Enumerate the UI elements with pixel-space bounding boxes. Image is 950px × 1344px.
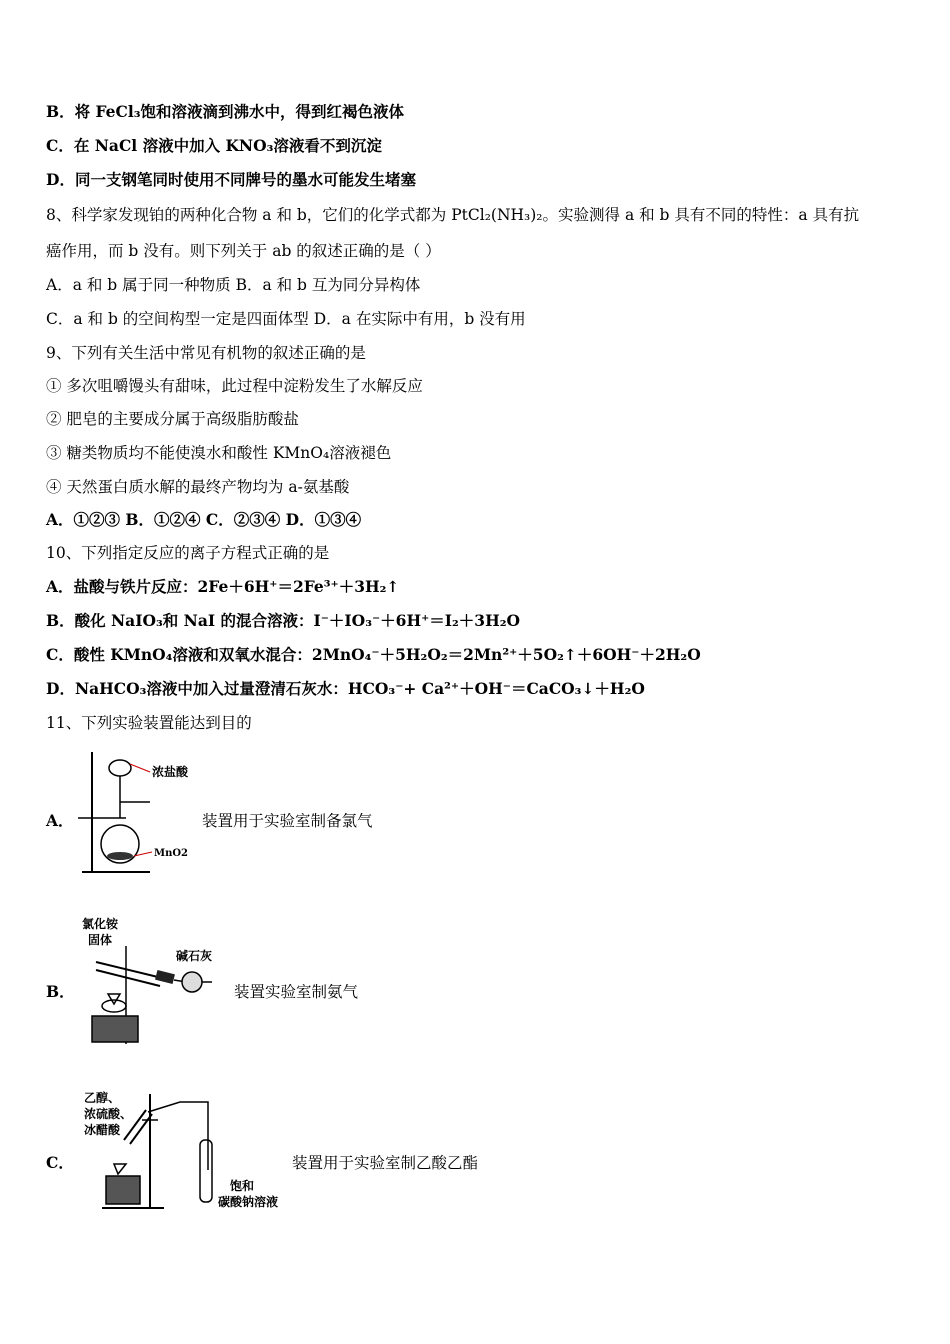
- figure-c-caption: 装置用于实验室制乙酸乙酯: [292, 1154, 479, 1172]
- question-8-options-ab: A．a 和 b 属于同一种物质 B．a 和 b 互为同分异构体: [46, 276, 421, 294]
- figure-c-label-right-1: 饱和: [230, 1179, 255, 1193]
- question-9-item-4: ④ 天然蛋白质水解的最终产物均为 a-氨基酸: [46, 478, 350, 496]
- question-9-item-3: ③ 糖类物质均不能使溴水和酸性 KMnO₄溶液褪色: [46, 444, 392, 462]
- figure-b-label-top-1: 氯化铵: [82, 917, 119, 931]
- question-10-option-c: C．酸性 KMnO₄溶液和双氧水混合：2MnO₄⁻＋5H₂O₂＝2Mn²⁺＋5O₂↑＋6OH⁻＋2H₂O: [46, 645, 701, 664]
- figure-c-label-left-2: 浓硫酸、: [84, 1107, 133, 1121]
- figure-a-caption: 装置用于实验室制备氯气: [202, 812, 373, 830]
- chlorine-apparatus-figure: [78, 748, 198, 880]
- question-9-stem: 9、下列有关生活中常见有机物的叙述正确的是: [46, 344, 366, 362]
- question-8-options-cd: C．a 和 b 的空间构型一定是四面体型 D．a 在实际中有用，b 没有用: [46, 310, 526, 328]
- figure-c-label-right-2: 碳酸钠溶液: [218, 1195, 279, 1209]
- question-10-stem: 10、下列指定反应的离子方程式正确的是: [46, 544, 330, 562]
- question-11-stem: 11、下列实验装置能达到目的: [46, 714, 252, 732]
- question-9-options: A．①②③ B．①②④ C．②③④ D．①③④: [46, 510, 362, 529]
- figure-b-caption: 装置实验室制氨气: [234, 983, 359, 1001]
- figure-b-option: B．: [46, 982, 75, 1001]
- question-7-option-d: D．同一支钢笔同时使用不同牌号的墨水可能发生堵塞: [46, 170, 416, 189]
- question-7-option-b: B．将 FeCl₃饱和溶液滴到沸水中，得到红褐色液体: [46, 102, 405, 121]
- figure-c-label-left-3: 冰醋酸: [84, 1123, 121, 1137]
- ammonia-apparatus-figure: [78, 916, 220, 1048]
- question-8-stem: 8、科学家发现铂的两种化合物 a 和 b，它们的化学式都为 PtCl₂(NH₃)₂。实验测得 a 和 b 具有不同的特性：a 具有抗: [46, 206, 860, 224]
- question-8-stem-cont: 癌作用，而 b 没有。则下列关于 ab 的叙述正确的是（ ）: [46, 242, 441, 260]
- question-7-option-c: C．在 NaCl 溶液中加入 KNO₃溶液看不到沉淀: [46, 136, 382, 155]
- question-9-item-1: ① 多次咀嚼馒头有甜味，此过程中淀粉发生了水解反应: [46, 377, 423, 395]
- figure-b-label-right: 碱石灰: [176, 949, 213, 963]
- figure-c-option: C．: [46, 1153, 74, 1172]
- figure-c-label-left-1: 乙醇、: [84, 1091, 121, 1105]
- question-10-option-d: D．NaHCO₃溶液中加入过量澄清石灰水：HCO₃⁻+ Ca²⁺＋OH⁻＝CaCO₃↓＋H₂O: [46, 679, 645, 698]
- figure-a-option: A．: [46, 811, 74, 830]
- figure-a-label-bottom: MnO2: [154, 848, 189, 859]
- question-9-item-2: ② 肥皂的主要成分属于高级脂肪酸盐: [46, 410, 299, 428]
- question-10-option-b: B．酸化 NaIO₃和 NaI 的混合溶液：I⁻＋IO₃⁻＋6H⁺＝I₂＋3H₂O: [46, 611, 521, 630]
- question-10-option-a: A．盐酸与铁片反应：2Fe＋6H⁺＝2Fe³⁺＋3H₂↑: [46, 577, 400, 596]
- ethyl-acetate-apparatus-figure: [84, 1090, 294, 1216]
- figure-b-label-top-2: 固体: [88, 933, 113, 947]
- figure-a-label-top: 浓盐酸: [152, 765, 189, 779]
